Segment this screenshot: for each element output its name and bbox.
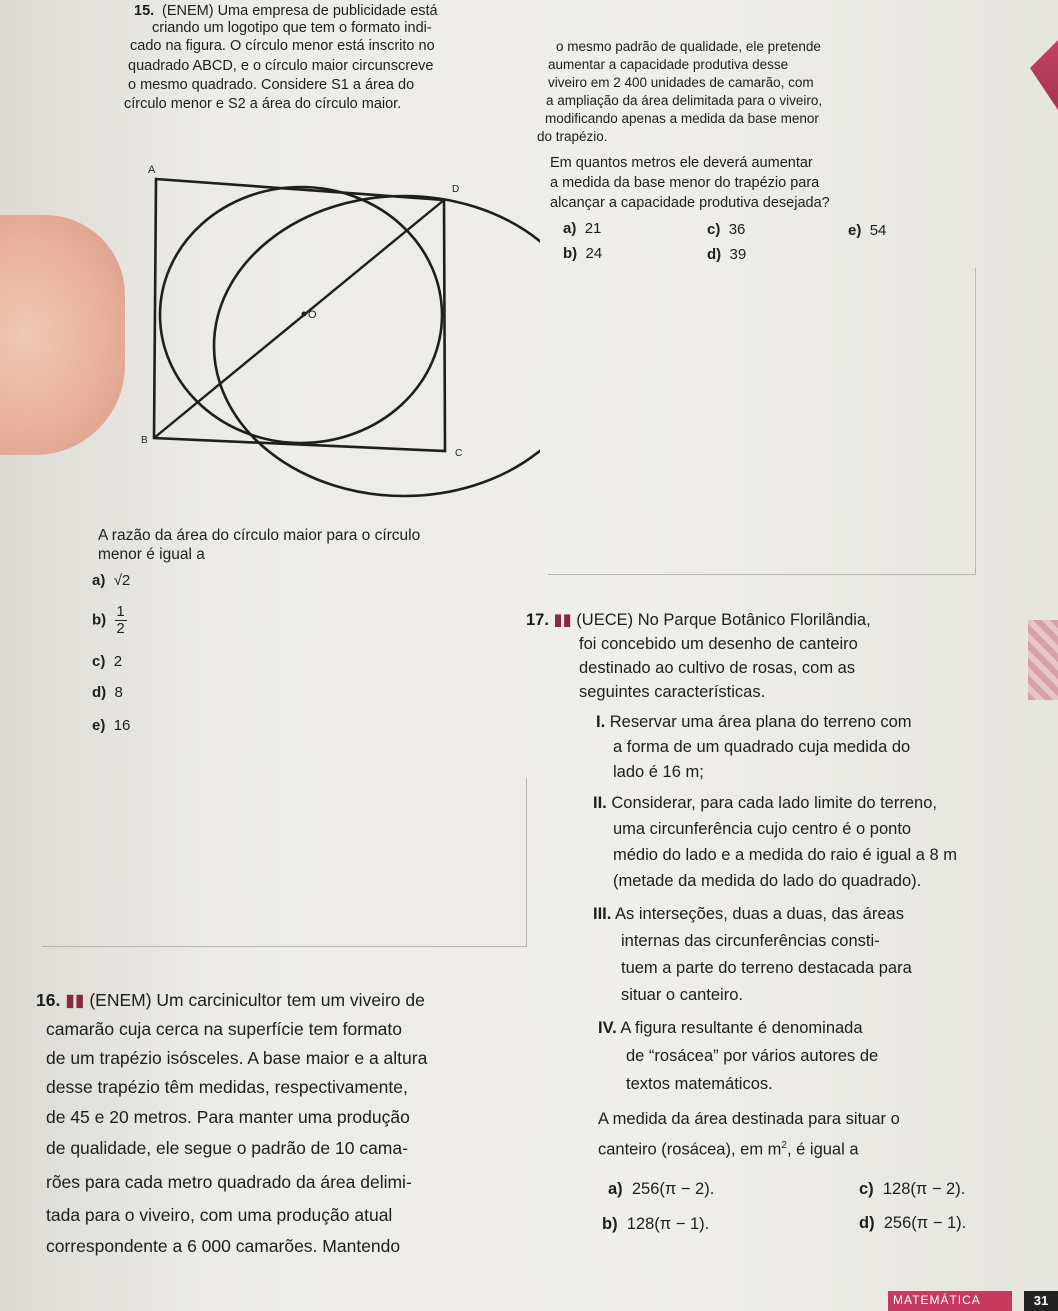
q16-continuation-line: do trapézio.	[537, 129, 608, 144]
item-line: médio do lado e a medida do raio é igual a 8 m	[613, 846, 957, 864]
q16-line: de um trapézio isósceles. A base maior e a altura	[46, 1048, 428, 1068]
option-text: √2	[113, 572, 131, 589]
q16-continuation-line: o mesmo padrão de qualidade, ele pretende	[556, 39, 821, 54]
option-letter: b)	[563, 245, 578, 262]
option-text: 8	[114, 684, 123, 701]
finger-photo-occlusion	[0, 215, 125, 455]
item-number: I.	[596, 713, 606, 731]
fraction-numerator: 1	[116, 603, 125, 620]
item-line: Reservar uma área plana do terreno com	[609, 713, 912, 731]
item-line: tuem a parte do terreno destacada para	[621, 959, 912, 977]
q15-option-e	[92, 717, 130, 734]
option-text: 24	[585, 245, 603, 262]
question-17-header	[526, 610, 871, 630]
q15-line: (ENEM) Uma empresa de publicidade está	[162, 3, 438, 19]
option-letter: a)	[608, 1180, 623, 1198]
q17-option-c	[859, 1180, 965, 1199]
q16-line: de 45 e 20 metros. Para manter uma produção	[46, 1107, 410, 1127]
q15-option-d	[92, 684, 123, 701]
q16-continuation-line: a medida da base menor do trapézio para	[550, 175, 820, 191]
q16-line: tada para o viveiro, com uma produção atual	[46, 1205, 393, 1225]
option-text: 21	[584, 220, 602, 237]
q16-line: (ENEM) Um carcinicultor tem um viveiro de	[89, 990, 425, 1010]
question-16-header	[36, 986, 425, 1014]
answer-box	[548, 268, 976, 575]
q17-option-b	[602, 1215, 709, 1234]
option-text: 128(π − 1).	[626, 1215, 710, 1233]
q16-line: de qualidade, ele segue o padrão de 10 cama-	[46, 1138, 408, 1158]
option-text: 256(π − 1).	[883, 1214, 967, 1232]
option-text: 39	[729, 246, 747, 263]
option-text: 54	[869, 222, 887, 239]
q17-item-i	[596, 713, 912, 732]
option-text: 16	[113, 717, 131, 734]
question-text: canteiro (rosácea), em m	[598, 1140, 782, 1159]
q15-option-a	[92, 572, 130, 589]
q16-continuation-line: modificando apenas a medida da base menor	[545, 111, 819, 126]
q16-continuation-line: a ampliação da área delimitada para o viveiro,	[546, 93, 823, 108]
option-letter: b)	[602, 1215, 618, 1233]
item-number: IV.	[598, 1019, 617, 1037]
question-number-15: 15.	[134, 3, 155, 19]
option-letter: d)	[859, 1214, 875, 1232]
q15-line: círculo menor e S2 a área do círculo maior.	[124, 96, 402, 112]
option-letter: a)	[92, 572, 106, 589]
item-line: uma circunferência cujo centro é o ponto	[613, 820, 912, 838]
option-letter: e)	[92, 717, 106, 734]
vertex-label-c: C	[455, 448, 463, 459]
fraction-denominator: 2	[116, 620, 125, 637]
footer-subject: MATEMÁTICA	[893, 1293, 981, 1307]
item-line: de “rosácea” por vários autores de	[626, 1047, 879, 1065]
q17-line: foi concebido um desenho de canteiro	[579, 635, 858, 653]
q17-item-iv	[598, 1019, 863, 1038]
q15-line: criando um logotipo que tem o formato indi-	[152, 20, 432, 36]
q16-line: correspondente a 6 000 camarões. Mantendo	[46, 1236, 401, 1256]
q15-line: quadrado ABCD, e o círculo maior circunscreve	[128, 58, 434, 74]
page-edge-decoration	[1028, 620, 1058, 700]
option-letter: c)	[707, 221, 721, 238]
option-letter: b)	[92, 611, 107, 629]
fraction	[115, 604, 127, 637]
q16-continuation-line: Em quantos metros ele deverá aumentar	[550, 155, 813, 171]
q15-question-line: A razão da área do círculo maior para o círculo	[98, 527, 421, 544]
item-line: A figura resultante é denominada	[620, 1019, 863, 1037]
item-number: II.	[593, 794, 607, 812]
difficulty-icon: ▮▮	[553, 611, 572, 629]
q15-line: cado na figura. O círculo menor está inscrito no	[130, 38, 435, 54]
answer-box	[42, 778, 527, 947]
item-line: textos matemáticos.	[626, 1075, 773, 1093]
q16-continuation-line: aumentar a capacidade produtiva desse	[548, 57, 789, 72]
question-number-16: 16.	[36, 990, 61, 1010]
q16-line: rões para cada metro quadrado da área delimi-	[46, 1172, 412, 1192]
vertex-label-d: D	[452, 184, 460, 195]
q17-line: (UECE) No Parque Botânico Florilândia,	[576, 611, 871, 629]
item-line: (metade da medida do lado do quadrado).	[613, 872, 922, 890]
q15-line: o mesmo quadrado. Considere S1 a área do	[128, 77, 415, 93]
option-letter: e)	[848, 222, 862, 239]
q17-line: seguintes características.	[579, 683, 766, 701]
q17-question-line	[598, 1140, 859, 1160]
q16-option-c	[707, 221, 745, 238]
option-text: 256(π − 2).	[631, 1180, 715, 1198]
vertex-label-b: B	[141, 435, 148, 446]
item-line: internas das circunferências consti-	[621, 932, 880, 950]
page-number: 31	[1024, 1291, 1058, 1311]
q16-line: desse trapézio têm medidas, respectivamente,	[46, 1077, 408, 1097]
q16-option-a	[563, 220, 601, 237]
question-text: , é igual a	[786, 1140, 859, 1159]
q16-option-b	[563, 245, 602, 262]
option-text: 36	[728, 221, 746, 238]
item-line: situar o canteiro.	[621, 986, 743, 1004]
vertex-label-a: A	[148, 164, 156, 176]
q15-option-b	[92, 604, 127, 637]
q16-continuation-line: viveiro em 2 400 unidades de camarão, com	[548, 75, 814, 90]
q17-line: destinado ao cultivo de rosas, com as	[579, 659, 856, 677]
option-letter: a)	[563, 220, 577, 237]
q17-option-d	[859, 1214, 966, 1233]
q16-continuation-line: alcançar a capacidade produtiva desejada?	[550, 195, 830, 211]
option-text: 2	[113, 653, 123, 670]
question-number-17: 17.	[526, 611, 549, 629]
item-line: Considerar, para cada lado limite do terreno,	[611, 794, 937, 812]
q15-figure	[100, 125, 540, 500]
item-number: III.	[593, 905, 612, 923]
q16-option-d	[707, 246, 746, 263]
option-letter: c)	[92, 653, 106, 670]
superscript: 2	[781, 1140, 787, 1151]
option-letter: c)	[859, 1180, 874, 1198]
difficulty-icon: ▮▮	[65, 990, 85, 1010]
item-line: lado é 16 m;	[613, 763, 704, 781]
q15-question-line: menor é igual a	[98, 546, 205, 563]
page-edge-decoration	[1030, 40, 1058, 110]
q17-question-line: A medida da área destinada para situar o	[598, 1110, 900, 1128]
item-line: a forma de um quadrado cuja medida do	[613, 738, 911, 756]
center-label-o: O	[308, 309, 317, 321]
item-line: As interseções, duas a duas, das áreas	[615, 905, 904, 923]
q17-item-iii	[593, 905, 904, 924]
q15-option-c	[92, 653, 122, 670]
option-text: 128(π − 2).	[882, 1180, 966, 1198]
q16-line: camarão cuja cerca na superfície tem formato	[46, 1019, 402, 1039]
option-letter: d)	[707, 246, 722, 263]
q16-option-e	[848, 222, 886, 239]
q17-option-a	[608, 1180, 714, 1199]
option-letter: d)	[92, 684, 107, 701]
q17-item-ii	[593, 794, 937, 813]
